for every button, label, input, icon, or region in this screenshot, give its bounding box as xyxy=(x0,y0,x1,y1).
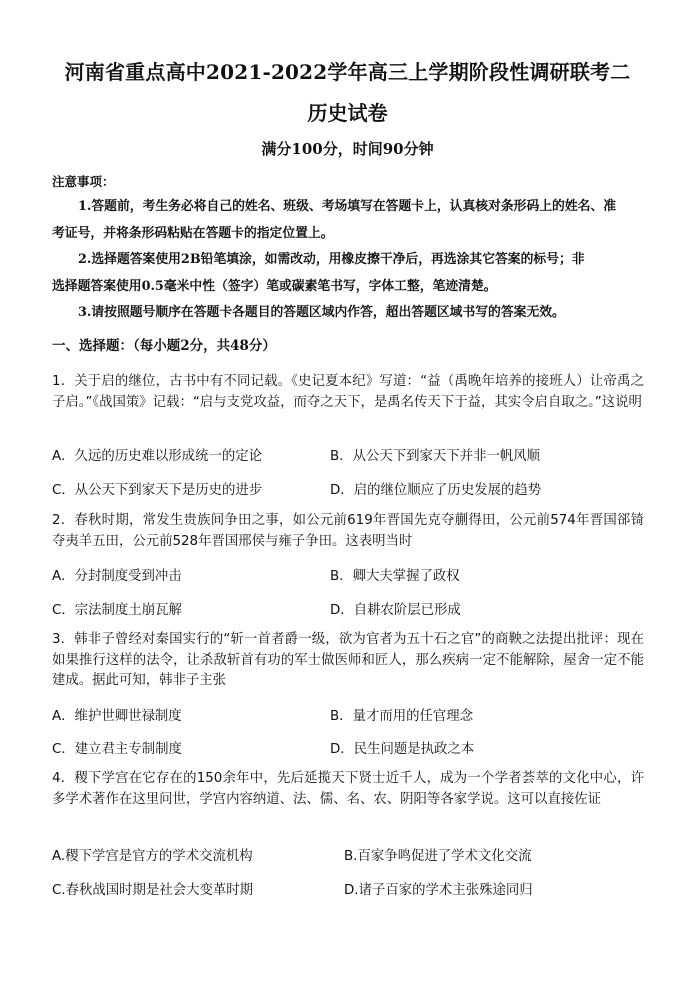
option-d[interactable]: D.诸子百家的学术主张殊途同归 xyxy=(344,883,533,898)
option-b[interactable]: B．卿大夫掌握了政权 xyxy=(330,569,460,584)
option-b[interactable]: B．从公天下到家天下并非一帆风顺 xyxy=(330,449,541,464)
notice-line: 2.选择题答案使用2B铅笔填涂，如需改动，用橡皮擦干净后，再选涂其它答案的标号；非 xyxy=(78,252,585,267)
section-header: 一、选择题：（每小题2分，共48分） xyxy=(52,338,276,354)
notice-line: 3.请按照题号顺序在答题卡各题目的答题区域内作答，超出答题区域书写的答案无效。 xyxy=(78,305,565,320)
option-b[interactable]: B．量才而用的任官理念 xyxy=(330,709,474,724)
option-d[interactable]: D．启的继位顺应了历史发展的趋势 xyxy=(330,483,542,498)
notice-item xyxy=(52,299,644,326)
option-c[interactable]: C．宗法制度土崩瓦解 xyxy=(52,603,182,618)
option-c[interactable]: C．从公天下到家天下是历史的进步 xyxy=(52,483,263,498)
question-stem: 2．春秋时期，常发生贵族间争田之事，如公元前619年晋国先克夺蒯得田，公元前574年晋国郤锜夺夷羊五田，公元前528年晋国邢侯与雍子争田。这表明当时 xyxy=(52,513,644,549)
option-c[interactable]: C．建立君主专制制度 xyxy=(52,742,182,757)
subject-title: 历史试卷 xyxy=(307,101,388,125)
question-stem: 4．稷下学宫在它存在的150余年中，先后延揽天下贤士近千人，成为一个学者荟萃的文化中心，许多学术著作在这里问世，学宫内容纳道、法、儒、名、农、阴阳等各家学说。这可以直接佐证 xyxy=(52,771,644,807)
notice-line: 选择题答案使用0.5毫米中性（签字）笔或碳素笔书写，字体工整，笔迹清楚。 xyxy=(52,279,497,294)
notice-label: 注意事项： xyxy=(52,174,115,189)
notice-item xyxy=(52,246,644,300)
option-d[interactable]: D．民生问题是执政之本 xyxy=(330,742,475,757)
option-d[interactable]: D．自耕农阶层已形成 xyxy=(330,603,461,618)
option-a[interactable]: A．分封制度受到冲击 xyxy=(52,569,182,584)
option-a[interactable]: A．久远的历史难以形成统一的定论 xyxy=(52,449,263,464)
question-stem: 1．关于启的继位，古书中有不同记载。《史记夏本纪》写道：“益（禹晚年培养的接班人）让帝禹之子启。”《战国策》记载：“启与支党攻益，而夺之天下，是禹名传天下于益，其实令启自取之。”这说明 xyxy=(52,374,644,410)
option-a[interactable]: A．维护世卿世禄制度 xyxy=(52,709,182,724)
option-c[interactable]: C.春秋战国时期是社会大变革时期 xyxy=(52,883,254,898)
notice-item xyxy=(52,193,644,247)
option-b[interactable]: B.百家争鸣促进了学术文化交流 xyxy=(344,849,532,864)
exam-title: 河南省重点高中2021-2022学年高三上学期阶段性调研联考二 xyxy=(64,60,631,84)
score-time-line: 满分100分，时间90分钟 xyxy=(261,140,434,158)
notice-line: 1.答题前，考生务必将自己的姓名、班级、考场填写在答题卡上，认真核对条形码上的姓名、准 xyxy=(78,199,617,214)
notice-line: 考证号，并将条形码粘贴在答题卡的指定位置上。 xyxy=(52,226,334,241)
option-a[interactable]: A.稷下学宫是官方的学术交流机构 xyxy=(52,849,253,864)
question-stem: 3．韩非子曾经对秦国实行的“斩一首者爵一级，欲为官者为五十石之官”的商鞅之法提出批评：现在如果推行这样的法令，让杀敌斩首有功的军士做医师和匠人，那么疾病一定不能解除，屋舍一定不能建成。据此可知，韩非子主张 xyxy=(52,632,644,688)
